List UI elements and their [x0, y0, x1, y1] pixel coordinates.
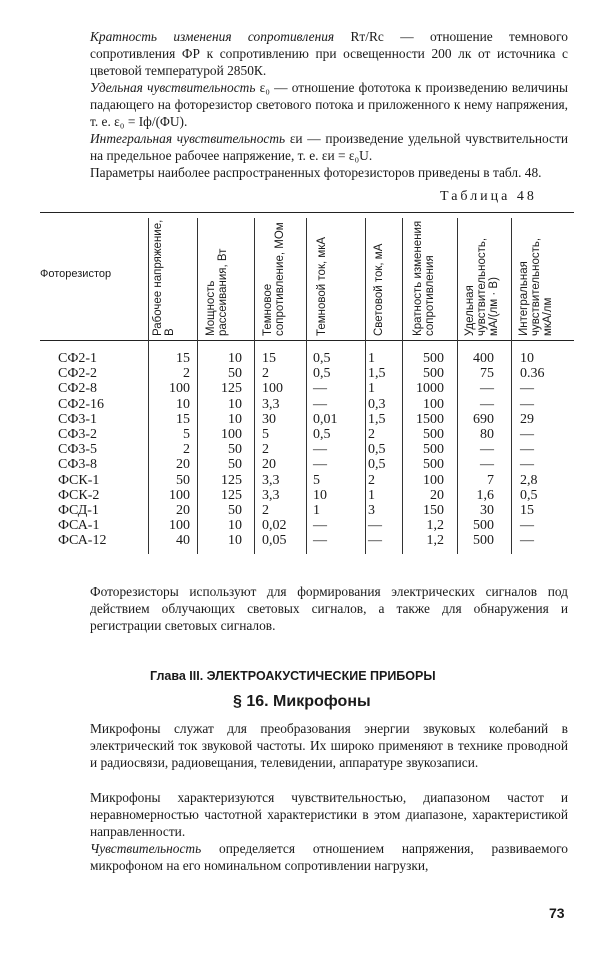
table-cell: 0,5 [520, 487, 538, 503]
table-cell: 2 [183, 366, 190, 382]
chapter-heading: Глава III. ЭЛЕКТРОАКУСТИЧЕСКИЕ ПРИБОРЫ [150, 669, 436, 683]
table-cell: 1 [368, 487, 375, 503]
table-cell: 20 [176, 503, 190, 518]
table-cell: 10 [176, 396, 190, 412]
table-cell: ФСА-1 [58, 518, 100, 534]
table-cell: ФСК-1 [58, 472, 100, 488]
table-row [0, 412, 600, 427]
table-cell: 100 [169, 487, 190, 503]
header-voltage: Рабочее напряжение, В [152, 219, 176, 336]
table-cell: — [480, 442, 494, 458]
table-cell: 100 [423, 472, 444, 488]
header-dark-current: Темновой ток, мкА [316, 237, 328, 336]
table-cell: 150 [423, 503, 444, 518]
table-cell: 2 [368, 427, 375, 442]
header-specific-sensitivity: Удельная чувствительность, мА/(лм · В) [464, 237, 500, 336]
table-row [0, 442, 600, 457]
table-cell: 500 [473, 518, 494, 534]
table-cell: 0,01 [313, 411, 338, 427]
table-cell: 500 [423, 366, 444, 382]
table-cell: СФ2-16 [58, 396, 105, 412]
term-ratio: Кратность изменения сопротивления [90, 29, 335, 44]
table-top-rule [40, 212, 574, 213]
text-ratio: Rт/Rс — отношение темнового сопротивления ФР к сопротивлению при освещенности 200 лк от источника с цветовой температурой 2850К. [90, 29, 568, 78]
table-cell: — [480, 396, 494, 412]
text-sensitivity: определяется отношением напряжения, развиваемого микрофоном на его номинальном сопротивлении нагрузки, [90, 841, 568, 873]
text-specific-sensitivity: ε₀ — отношение фототока к произведению величины падающего на фоторезистор светового потока и приложенного к нему напряжения, т. е. ε₀ = Iф/(ΦU). [90, 80, 568, 129]
table-cell: 1 [368, 381, 375, 397]
table-row [0, 381, 600, 396]
table-cell: 50 [228, 503, 242, 518]
table-cell: 0,05 [262, 533, 287, 549]
table-cell: 2 [368, 472, 375, 488]
table-cell: СФ2-1 [58, 351, 98, 366]
table-cell: 20 [176, 457, 190, 473]
table-cell: ФСД-1 [58, 503, 99, 518]
table-cell: 40 [176, 533, 190, 549]
table-cell: 690 [473, 411, 494, 427]
table-cell: 0,3 [368, 396, 386, 412]
section-heading: § 16. Микрофоны [233, 693, 371, 710]
table-cell: СФ2-8 [58, 381, 98, 397]
table-cell: 50 [228, 442, 242, 458]
term-integral-sensitivity: Интегральная чувствительность [90, 131, 286, 146]
table-cell: 0,5 [313, 351, 331, 366]
table-cell: 100 [169, 381, 190, 397]
header-light-current: Световой ток, мА [373, 243, 385, 336]
table-cell: — [313, 381, 327, 397]
table-cell: — [368, 518, 382, 534]
page-number: 73 [549, 905, 565, 921]
table-cell: 125 [221, 487, 242, 503]
paragraph-after-table: Фоторезисторы используют для формирования электрических сигналов под действием облучающих световых сигналов, а также для обнаружения и регистрации световых сигналов. [90, 584, 568, 633]
paragraph-specific-sensitivity [90, 79, 568, 130]
table-row [0, 473, 600, 488]
table-caption: Таблица 48 [440, 189, 537, 204]
table-cell: 1 [368, 351, 375, 366]
table-cell: 5 [313, 472, 320, 488]
table-cell: — [520, 427, 534, 442]
table-cell: 100 [221, 427, 242, 442]
table-cell: 500 [423, 457, 444, 473]
table-cell: 7 [487, 472, 494, 488]
table-cell: 3,3 [262, 396, 280, 412]
table-cell: ФСК-2 [58, 487, 100, 503]
table-cell: ФСА-12 [58, 533, 107, 549]
table-cell: 500 [423, 442, 444, 458]
header-integral-sensitivity: Интегральная чувствительность, мкА/лм [518, 237, 554, 336]
table-cell: — [368, 533, 382, 549]
term-sensitivity: Чувствительность [90, 841, 202, 856]
table-cell: 3 [368, 503, 375, 518]
paragraph-sensitivity [90, 840, 568, 874]
table-cell: 0,5 [368, 442, 386, 458]
table-cell: — [313, 457, 327, 473]
header-power: Мощность рассеивания, Вт [205, 248, 229, 336]
table-cell: 50 [228, 366, 242, 382]
table-cell: 125 [221, 472, 242, 488]
table-cell: 75 [480, 366, 494, 382]
table-cell: 100 [169, 518, 190, 534]
table-cell: 0.36 [520, 366, 545, 382]
table-row [0, 488, 600, 503]
table-cell: 2 [262, 503, 269, 518]
table-cell: — [313, 442, 327, 458]
table-cell: 10 [228, 351, 242, 366]
table-row [0, 533, 600, 548]
table-cell: 30 [262, 411, 276, 427]
table-cell: 10 [228, 518, 242, 534]
table-cell: 1,2 [426, 533, 444, 549]
table-cell: 500 [473, 533, 494, 549]
table-cell: 10 [313, 487, 327, 503]
table-cell: 15 [176, 351, 190, 366]
paragraph-ratio [90, 28, 568, 79]
table-cell: 3,3 [262, 472, 280, 488]
table-cell: — [313, 396, 327, 412]
table-row [0, 366, 600, 381]
table-cell: СФ3-2 [58, 427, 98, 442]
table-cell: 2 [262, 442, 269, 458]
table-cell: 30 [480, 503, 494, 518]
header-ratio: Кратность изменения сопротивления [412, 220, 436, 336]
table-cell: 20 [430, 487, 444, 503]
table-cell: — [520, 396, 534, 412]
paragraph-microphones-characteristics: Микрофоны характеризуются чувствительностью, диапазоном частот и неравномерностью частотной характеристики в этом диапазоне, характеристикой направленности. [90, 790, 568, 839]
table-cell: — [520, 381, 534, 397]
paragraph-integral-sensitivity [90, 130, 568, 164]
table-cell: 5 [262, 427, 269, 442]
table-cell: 15 [520, 503, 534, 518]
table-row [0, 351, 600, 366]
table-cell: 50 [176, 472, 190, 488]
table-cell: 0,5 [313, 366, 331, 382]
table-cell: 100 [262, 381, 283, 397]
table-cell: — [313, 533, 327, 549]
table-cell: СФ3-5 [58, 442, 98, 458]
table-cell: 3,3 [262, 487, 280, 503]
table-cell: 1000 [416, 381, 444, 397]
table-cell: 0,5 [368, 457, 386, 473]
table-cell: 1,6 [476, 487, 494, 503]
table-cell: — [520, 533, 534, 549]
table-row [0, 427, 600, 442]
table-row [0, 503, 600, 518]
table-cell: 0,5 [313, 427, 331, 442]
table-cell: 2,8 [520, 472, 538, 488]
table-cell: 10 [520, 351, 534, 366]
table-cell: 15 [262, 351, 276, 366]
table-cell: СФ3-1 [58, 411, 98, 427]
table-cell: — [480, 381, 494, 397]
table-cell: 0,02 [262, 518, 287, 534]
table-cell: 80 [480, 427, 494, 442]
table-cell: СФ2-2 [58, 366, 98, 382]
table-cell: 125 [221, 381, 242, 397]
table-cell: 1,5 [368, 411, 386, 427]
table-cell: 400 [473, 351, 494, 366]
table-header-rule [40, 340, 574, 341]
table-cell: — [480, 457, 494, 473]
table-cell: 1,2 [426, 518, 444, 534]
table-cell: 29 [520, 411, 534, 427]
table-cell: 500 [423, 427, 444, 442]
table-cell: 2 [262, 366, 269, 382]
table-cell: 500 [423, 351, 444, 366]
table-cell: 100 [423, 396, 444, 412]
table-cell: 10 [228, 533, 242, 549]
table-cell: 2 [183, 442, 190, 458]
table-cell: СФ3-8 [58, 457, 98, 473]
term-specific-sensitivity: Удельная чувствительность [90, 80, 256, 95]
table-row [0, 457, 600, 472]
table-header [40, 214, 574, 340]
table-cell: — [520, 442, 534, 458]
table-cell: — [520, 518, 534, 534]
table-cell: 1 [313, 503, 320, 518]
table-cell: 1,5 [368, 366, 386, 382]
text-integral-sensitivity: εи — произведение удельной чувствительности на предельное рабочее напряжение, т. е. εи = ε₀U. [90, 131, 568, 163]
table-cell: 50 [228, 457, 242, 473]
header-photoresistor: Фоторезистор [40, 268, 112, 280]
table-cell: 10 [228, 396, 242, 412]
table-row [0, 518, 600, 533]
table-cell: 5 [183, 427, 190, 442]
table-cell: — [520, 457, 534, 473]
paragraph-table-ref: Параметры наиболее распространенных фоторезисторов приведены в табл. 48. [90, 165, 542, 180]
table-cell: 15 [176, 411, 190, 427]
table-cell: — [313, 518, 327, 534]
table-cell: 10 [228, 411, 242, 427]
table-row [0, 397, 600, 412]
paragraph-microphones-intro: Микрофоны служат для преобразования энергии звуковых колебаний в электрический ток звуковой частоты. Их широко применяют в технике проводной и радиосвязи, радиовещания, телевидении, аппаратуре звукозаписи. [90, 721, 568, 770]
table-cell: 20 [262, 457, 276, 473]
table-cell: 1500 [416, 411, 444, 427]
header-dark-resistance: Темновое сопротивление, МОм [262, 222, 286, 336]
